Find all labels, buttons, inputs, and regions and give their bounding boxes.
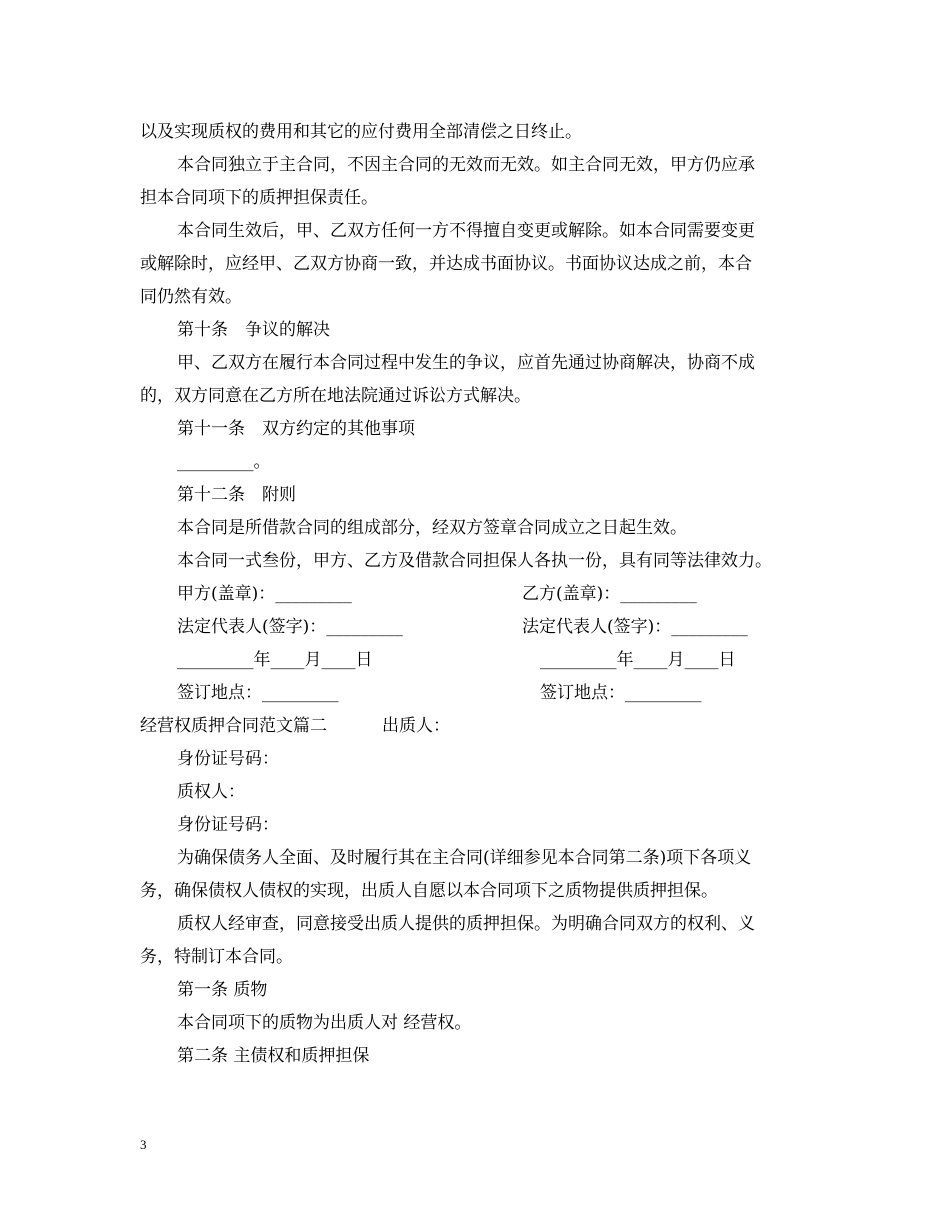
paragraph-line: 本合同一式叁份，甲方、乙方及借款合同担保人各执一份，具有同等法律效力。: [177, 551, 772, 571]
paragraph-line: 本合同项下的质物为出质人对 经营权。: [177, 1013, 472, 1033]
paragraph-line: 务，确保债权人债权的实现，出质人自愿以本合同项下之质物提供质押担保。: [140, 881, 718, 901]
paragraph-line: 以及实现质权的费用和其它的应付费用全部清偿之日终止。: [140, 122, 582, 142]
paragraph-line: 或解除时，应经甲、乙双方协商一致，并达成书面协议。书面协议达成之前，本合: [140, 254, 752, 274]
party-a-seal: 甲方(盖章)：_________: [177, 584, 352, 604]
paragraph-line: 担本合同项下的质押担保责任。: [140, 188, 378, 208]
blank-line: _________。: [177, 452, 271, 472]
paragraph-line: 同仍然有效。: [140, 287, 242, 307]
party-b-representative: 法定代表人(签字)：_________: [522, 617, 748, 637]
paragraph-line: 务，特制订本合同。: [140, 947, 293, 967]
page-number: 3: [140, 1137, 147, 1152]
party-b-seal: 乙方(盖章)：_________: [522, 584, 697, 604]
party-a-place: 签订地点：_________: [177, 683, 339, 703]
paragraph-line: 质权人经审查，同意接受出质人提供的质押担保。为明确合同双方的权利、义: [177, 914, 755, 934]
article-heading: 第十二条 附则: [177, 485, 296, 505]
pledgor-label: 出质人：: [382, 716, 450, 736]
section-heading: 经营权质押合同范文篇二: [140, 716, 327, 736]
id-number-label: 身份证号码：: [177, 749, 279, 769]
pledgee-label: 质权人：: [177, 782, 245, 802]
paragraph-line: 的，双方同意在乙方所在地法院通过诉讼方式解决。: [140, 386, 531, 406]
party-b-date: _________年____月____日: [540, 650, 736, 670]
party-a-representative: 法定代表人(签字)：_________: [177, 617, 403, 637]
party-a-date: _________年____月____日: [177, 650, 373, 670]
paragraph-line: 本合同独立于主合同，不因主合同的无效而无效。如主合同无效，甲方仍应承: [177, 155, 755, 175]
paragraph-line: 为确保债务人全面、及时履行其在主合同(详细参见本合同第二条)项下各项义: [177, 848, 752, 868]
article-heading: 第一条 质物: [177, 980, 268, 1000]
article-heading: 第十一条 双方约定的其他事项: [177, 419, 415, 439]
party-b-place: 签订地点：_________: [540, 683, 702, 703]
article-heading: 第二条 主债权和质押担保: [177, 1046, 370, 1066]
id-number-label: 身份证号码：: [177, 815, 279, 835]
paragraph-line: 本合同是所借款合同的组成部分，经双方签章合同成立之日起生效。: [177, 518, 687, 538]
article-heading: 第十条 争议的解决: [177, 320, 330, 340]
paragraph-line: 本合同生效后，甲、乙双方任何一方不得擅自变更或解除。如本合同需要变更: [177, 221, 755, 241]
paragraph-line: 甲、乙双方在履行本合同过程中发生的争议，应首先通过协商解决，协商不成: [177, 353, 755, 373]
